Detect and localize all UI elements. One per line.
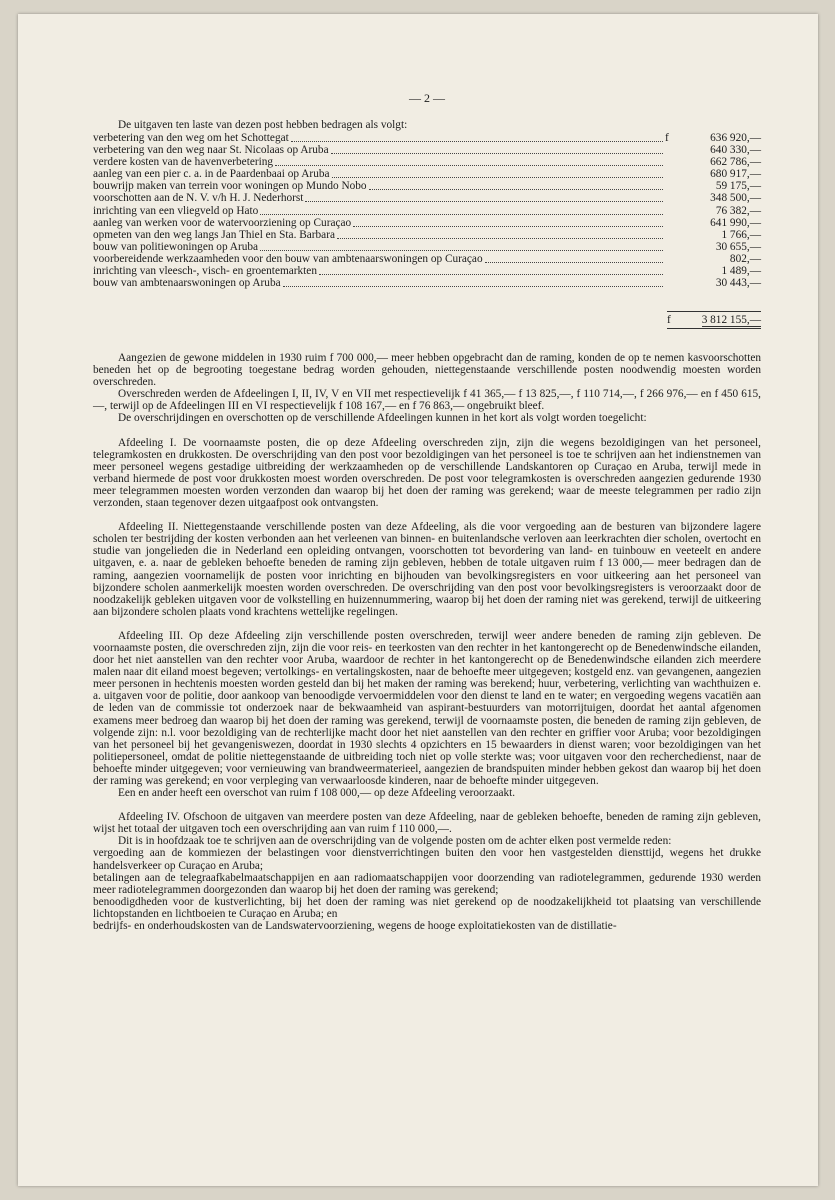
paragraph: Een en ander heeft een overschot van ruim f 108 000,— op deze Afdeeling veroorzaakt.	[118, 787, 516, 800]
expense-label: inrichting van vleesch-, visch- en groentemarkten	[93, 265, 317, 278]
expense-currency	[665, 156, 681, 168]
expense-row	[93, 192, 761, 204]
expense-currency	[665, 217, 681, 229]
expense-label: aanleg van werken voor de watervoorziening op Curaçao	[93, 216, 352, 229]
total-currency: f	[667, 314, 671, 326]
expense-label: verdere kosten van de havenverbetering	[93, 156, 274, 169]
expense-amount: 802,—	[729, 252, 761, 265]
expense-row	[93, 180, 761, 192]
expense-total	[667, 314, 761, 329]
paragraph: benoodigdheden voor de kustverlichting, bij het doen der raming was niet gerekend op de noodzakelijkheid tot plaatsing van verschillende lichtopstanden en lichtboeien te Curaçao en Aruba; en	[93, 895, 761, 920]
paragraph: Afdeeling I. De voornaamste posten, die op deze Afdeeling overschreden zijn, zijn die wegens bezoldigingen van het personeel, telegramkosten en drukkosten. De overschrijding van den post voor bezoldigingen van het personeel is toe te schrijven aan het indienstnemen van meer personeel wegens gestadige uitbreiding der werkzaamheden op de verschillende Landskantoren op Curaçao en Aruba, terwijl mede in verband hiermede de post voor drukkosten moest worden overschreden. De post voor telegramkosten is overschreden aangezien gedurende 1930 meer telegrammen moesten worden verzonden dan waarop bij het doen der raming was gerekend; waar de meeste telegrammen per radio zijn verzonden, staan tegenover dezen uitgaafpost ook ontvangsten.	[93, 436, 761, 510]
expense-label: bouwrijp maken van terrein voor woningen op Mundo Nobo	[93, 180, 367, 193]
expense-row	[93, 277, 761, 289]
expense-amount: 30 443,—	[715, 277, 761, 290]
expense-amount: 76 382,—	[715, 204, 761, 217]
dot-leader	[291, 132, 663, 142]
dot-leader	[332, 168, 663, 178]
expense-label: voorbereidende werkzaamheden voor den bouw van ambtenaarswoningen op Curaçao	[93, 252, 483, 265]
paragraph: Overschreden werden de Afdeelingen I, II, IV, V en VII met respectievelijk f 41 365,— f 13 825,—, f 110 714,—, f 266 976,— en f 450 615,—, terwijl op de Afdeelingen III en VI respectievelijk f 108 167,— en f 76 863,— ongebruikt bleef.	[93, 388, 761, 413]
expense-list	[93, 132, 761, 289]
dot-leader	[331, 144, 663, 154]
expense-currency	[665, 144, 681, 156]
paragraph: vergoeding aan de kommiezen der belastingen voor dienstverrichtingen buiten den voor hen vastgestelden diensttijd, wegens het drukke handelsverkeer op Curaçao en Aruba;	[93, 847, 761, 872]
expense-label: verbetering van den weg naar St. Nicolaas op Aruba	[93, 144, 329, 157]
total-rule	[667, 311, 761, 312]
expense-row	[93, 241, 761, 253]
expense-row	[93, 217, 761, 229]
expense-amount: 662 786,—	[710, 156, 761, 169]
expense-amount: 30 655,—	[715, 240, 761, 253]
paragraph: Afdeeling IV. Ofschoon de uitgaven van meerdere posten van deze Afdeeling, naar de gebleken behoefte, beneden de raming zijn gebleven, wijst het totaal der uitgaven toch een overschrijding aan van ruim f 110 000,—.	[93, 811, 761, 836]
expense-currency	[665, 265, 681, 277]
expense-row	[93, 156, 761, 168]
expense-amount: 636 920,—	[710, 132, 761, 144]
paragraph-gap	[93, 618, 761, 630]
paragraph: Aangezien de gewone middelen in 1930 ruim f 700 000,— meer hebben opgebracht dan de raming, konden de op te nemen kasvoorschotten beneden het op de begrooting toegestane bedrag worden gehouden, niettegenstaande verschillende posten noodwendig moesten worden overschreden.	[93, 352, 761, 389]
expense-currency	[665, 277, 681, 289]
dot-leader	[337, 229, 663, 239]
dot-leader	[260, 205, 663, 215]
dot-leader	[485, 253, 663, 263]
body-text	[93, 352, 761, 932]
paragraph: De overschrijdingen en overschotten op de verschillende Afdeelingen kunnen in het kort als volgt worden toegelicht:	[118, 412, 647, 425]
expense-row	[93, 253, 761, 265]
expense-row	[93, 205, 761, 217]
paragraph: Afdeeling II. Niettegenstaande verschillende posten van deze Afdeeling, als die voor vergoeding aan de besturen van bijzondere lagere scholen ter bestrijding der kosten verbonden aan het verleenen van binnen- en buitenlandsche verloven aan leerkrachten dier scholen, overtocht en studie van jongelieden die in Nederland een opleiding ontvangen, voorschotten tot bevordering van land- en tuinbouw en veeteelt en andere uitgaven, e. a. naar de gebleken behoefte beneden de raming zijn gebleven, hebben de totale uitgaven ruim f 13 000,— meer bedragen dan de raming, aangezien voornamelijk de posten voor inrichting en bijhouden van bevolkingsregisters en voor uitkeering aan het personeel van bijzondere scholen aanmerkelijk moesten worden overschreden. De overschrijding van den post voor bevolkingsregisters is veroorzaakt door de noodzakelijk gebleken uitgaven voor de volkstelling en huizennummering, waarop bij het doen der raming niet was gerekend, terwijl de uitkeering aan bijzondere scholen plaats vond krachtens wettelijke regelingen.	[93, 521, 761, 618]
expense-currency	[665, 168, 681, 180]
total-amount: 3 812 155,—	[701, 314, 761, 326]
page-number: — 2 —	[409, 91, 445, 105]
expense-label: bouw van ambtenaarswoningen op Aruba	[93, 277, 281, 290]
paragraph-gap	[93, 799, 761, 811]
expense-amount: 680 917,—	[710, 168, 761, 181]
expense-amount: 1 489,—	[721, 265, 761, 278]
dot-leader	[260, 241, 663, 251]
expense-label: opmeten van den weg langs Jan Thiel en Sta. Barbara	[93, 228, 335, 241]
expense-currency	[665, 253, 681, 265]
expense-amount: 640 330,—	[710, 144, 761, 157]
document-page	[18, 14, 818, 1186]
paragraph-gap	[93, 425, 761, 437]
expense-currency	[665, 192, 681, 204]
expense-label: verbetering van den weg om het Schottegat	[93, 132, 289, 144]
expense-label: voorschotten aan de N. V. v/h H. J. Nederhorst	[93, 192, 304, 205]
dot-leader	[319, 265, 663, 275]
expense-amount: 1 766,—	[721, 228, 761, 241]
dot-leader	[275, 156, 663, 166]
expense-currency	[665, 205, 681, 217]
expense-currency	[665, 180, 681, 192]
paragraph: Dit is in hoofdzaak toe te schrijven aan de overschrijding van de volgende posten om de achter elken post vermelde reden:	[118, 835, 672, 848]
expenses-intro: De uitgaven ten laste van dezen post hebben bedragen als volgt:	[118, 119, 408, 131]
dot-leader	[305, 192, 663, 202]
expense-row	[93, 144, 761, 156]
expense-label: inrichting van een vliegveld op Hato	[93, 204, 259, 217]
expense-label: bouw van politiewoningen op Aruba	[93, 240, 259, 253]
expense-currency: f	[665, 132, 669, 144]
expense-label: aanleg van een pier c. a. in de Paardenbaai op Aruba	[93, 168, 330, 181]
dot-leader	[353, 217, 663, 227]
expense-amount: 59 175,—	[715, 180, 761, 193]
expense-currency	[665, 241, 681, 253]
expense-amount: 348 500,—	[710, 192, 761, 205]
dot-leader	[283, 277, 663, 287]
paragraph: bedrijfs- en onderhoudskosten van de Landswatervoorziening, wegens de hooge exploitatiekosten van de distillatie-	[93, 920, 617, 933]
paragraph-gap	[93, 509, 761, 521]
expense-row	[93, 229, 761, 241]
paragraph: Afdeeling III. Op deze Afdeeling zijn verschillende posten overschreden, terwijl weer andere beneden de raming zijn gebleven. De voornaamste posten, die overschreden zijn, zijn die voor reis- en teerkosten van den rechter in het kantongerecht op de Benedenwindsche eilanden, door het niet aanstellen van den rechter voor Aruba, waardoor de rechter in het kantongerecht op de Benedenwindsche eilanden zich meerdere malen naar dit eiland moest begeven; vertolkings- en vertalingskosten, naar de behoefte meer uitgegeven; kostgeld enz. van gevangenen, aangezien meer personen in hechtenis moesten worden gesteld dan bij het maken der raming was berekend; huur, verbetering, verlichting van wachthuizen e. a. uitgaven voor de politie, door aankoop van benoodigde vervoermiddelen voor den dienst te land en te water; en vergoeding wegens vacatiën aan de leden van de commissie tot onderzoek naar de bekwaamheid van aspirant-bestuurders van motorrijtuigen, doordat het aantal afgenomen examens meer bedroeg dan waarop bij het doen der raming was gerekend, terwijl de voornaamste posten, die beneden de raming zijn gebleven, de volgende zijn: n.l. voor bezoldiging van de rechterlijke macht door het niet aanstellen van den rechter en griffier voor Aruba; voor bezoldigingen van het personeel bij het gevangeniswezen, doordat in 1930 slechts 4 opzichters en 15 bewaarders in dienst waren; voor bezoldigingen van het politiepersoneel, omdat de politie niettegenstaande de uitbreiding toch niet op volle sterkte was; voor uitgaven voor den recherchedienst, naar de behoefte minder uitgegeven; voor vernieuwing van brandweermaterieel, aangezien de brandspuiten minder hebben gekost dan waarop bij het doen der raming was gerekend; en voor verpleging van verwaarloosde kinderen, naar de behoefte minder uitgegeven.	[93, 629, 761, 787]
dot-leader	[369, 180, 663, 190]
expense-row	[93, 168, 761, 180]
expense-row	[93, 132, 761, 144]
paragraph: betalingen aan de telegraafkabelmaatschappijen en aan radiomaatschappijen voor doorzending van radiotelegrammen, gedurende 1930 werden meer radiotelegrammen doorgezonden dan waarop bij het doen der raming was gerekend;	[93, 871, 761, 896]
expense-amount: 641 990,—	[710, 216, 761, 229]
expense-currency	[665, 229, 681, 241]
expense-row	[93, 265, 761, 277]
